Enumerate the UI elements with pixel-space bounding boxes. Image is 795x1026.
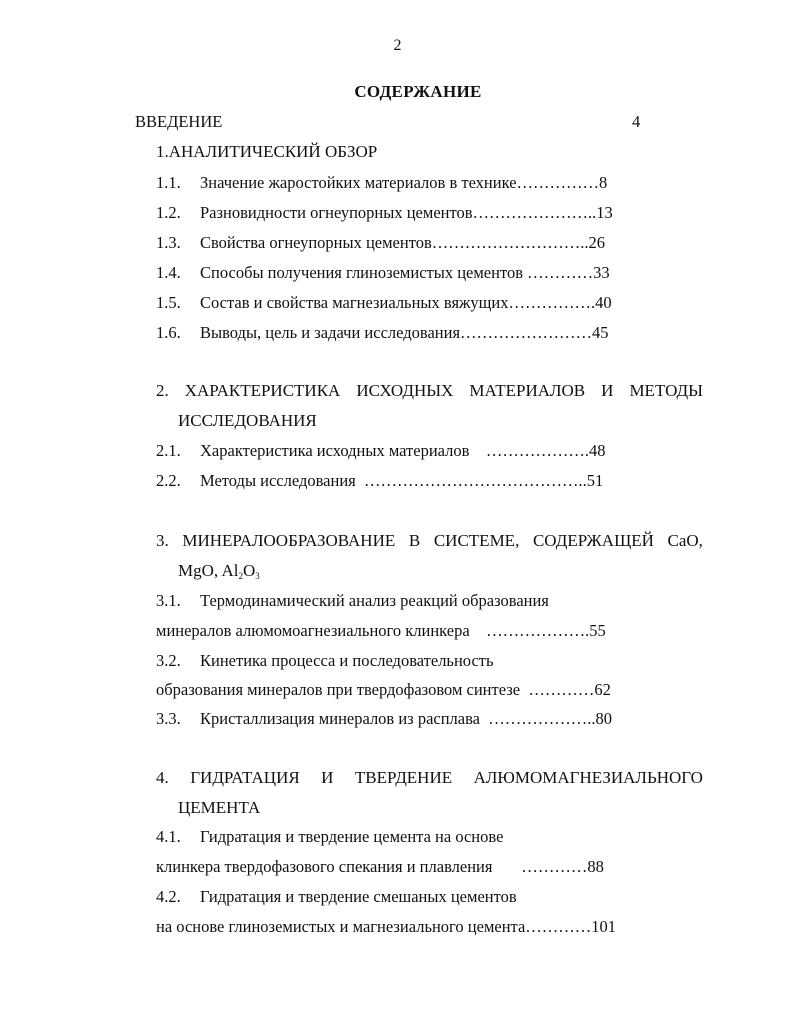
chapter-3-title: [156, 531, 703, 551]
toc-entry-number: 3.3.: [156, 709, 181, 728]
toc-entry-number: 1.6.: [156, 323, 181, 342]
toc-entry-text: Свойства огнеупорных цементов………………………..26: [200, 233, 605, 252]
subscript: 3: [255, 571, 260, 581]
title-word: ГИДРАТАЦИЯ: [190, 768, 300, 787]
toc-entry-text: Характеристика исходных материалов ……………….48: [200, 441, 606, 460]
toc-entry-text: Значение жаростойких материалов в технике……………8: [200, 173, 608, 192]
toc-entry-number: 2.1.: [156, 441, 181, 460]
title-word: МЕТОДЫ: [629, 381, 703, 400]
page-number: 2: [393, 37, 402, 54]
toc-entry-text: Выводы, цель и задачи исследования……………………45: [200, 323, 609, 342]
title-word: ТВЕРДЕНИЕ: [354, 768, 453, 787]
toc-entry-number: 1.2.: [156, 203, 181, 222]
chapter-2-title: [156, 381, 703, 401]
intro-label: ВВЕДЕНИЕ: [135, 112, 223, 131]
toc-entry-number: 1.3.: [156, 233, 181, 252]
toc-entry-text: Кинетика процесса и последовательность: [200, 651, 494, 670]
toc-entry-continuation: минералов алюмомоагнезиального клинкера ……………….55: [156, 621, 606, 640]
title-word: ИСХОДНЫХ: [356, 381, 454, 400]
chapter-4-title: [156, 768, 703, 788]
toc-entry-number: 1.5.: [156, 293, 181, 312]
toc-entry-continuation: образования минералов при твердофазовом синтезе …………62: [156, 680, 611, 699]
toc-entry-text: Кристаллизация минералов из расплава ………………..80: [200, 709, 613, 728]
toc-entry-continuation: клинкера твердофазового спекания и плавления …………88: [156, 857, 604, 876]
toc-entry-text: Гидратация и твердение смешаных цементов: [200, 887, 517, 906]
toc-entry-text: Методы исследования …………………………………..51: [200, 471, 604, 490]
chapter-1-title: 1.АНАЛИТИЧЕСКИЙ ОБЗОР: [156, 142, 378, 161]
chapter-2-title-continuation: ИССЛЕДОВАНИЯ: [178, 411, 317, 430]
toc-entry-text: Разновидности огнеупорных цементов…………………..13: [200, 203, 613, 222]
title-word: АЛЮМОМАГНЕЗИАЛЬНОГО: [473, 768, 703, 787]
title-word: СОДЕРЖАЩЕЙ: [532, 531, 654, 550]
toc-entry-continuation: на основе глиноземистых и магнезиального цемента…………101: [156, 917, 617, 936]
toc-entry-text: Термодинамический анализ реакций образования: [200, 591, 549, 610]
formula-part: MgO, Al: [178, 561, 239, 580]
toc-entry-number: 1.4.: [156, 263, 181, 282]
title-word: И: [601, 381, 614, 400]
chapter-3-title-continuation: [178, 561, 260, 583]
toc-entry-text: Способы получения глиноземистых цементов …………33: [200, 263, 610, 282]
title-word: В: [408, 531, 421, 550]
subscript: 2: [238, 571, 243, 581]
toc-entry-number: 3.1.: [156, 591, 181, 610]
page-title: СОДЕРЖАНИЕ: [354, 82, 482, 101]
title-word: СИСТЕМЕ,: [433, 531, 520, 550]
intro-page: 4: [632, 112, 641, 131]
formula-part: O: [242, 561, 256, 580]
title-word: CaO,: [667, 531, 703, 550]
toc-entry-number: 2.2.: [156, 471, 181, 490]
title-word: 3.: [156, 531, 169, 550]
title-word: 2.: [156, 381, 169, 400]
toc-entry-number: 3.2.: [156, 651, 181, 670]
title-word: ХАРАКТЕРИСТИКА: [184, 381, 341, 400]
toc-entry-number: 4.1.: [156, 827, 181, 846]
title-word: МАТЕРИАЛОВ: [469, 381, 586, 400]
toc-entry-text: Гидратация и твердение цемента на основе: [200, 827, 504, 846]
toc-entry-number: 4.2.: [156, 887, 181, 906]
chapter-4-title-continuation: ЦЕМЕНТА: [178, 798, 261, 817]
title-word: МИНЕРАЛООБРАЗОВАНИЕ: [182, 531, 396, 550]
toc-entry-text: Состав и свойства магнезиальных вяжущих…………….40: [200, 293, 612, 312]
title-word: И: [321, 768, 334, 787]
title-word: 4.: [156, 768, 169, 787]
toc-entry-number: 1.1.: [156, 173, 181, 192]
